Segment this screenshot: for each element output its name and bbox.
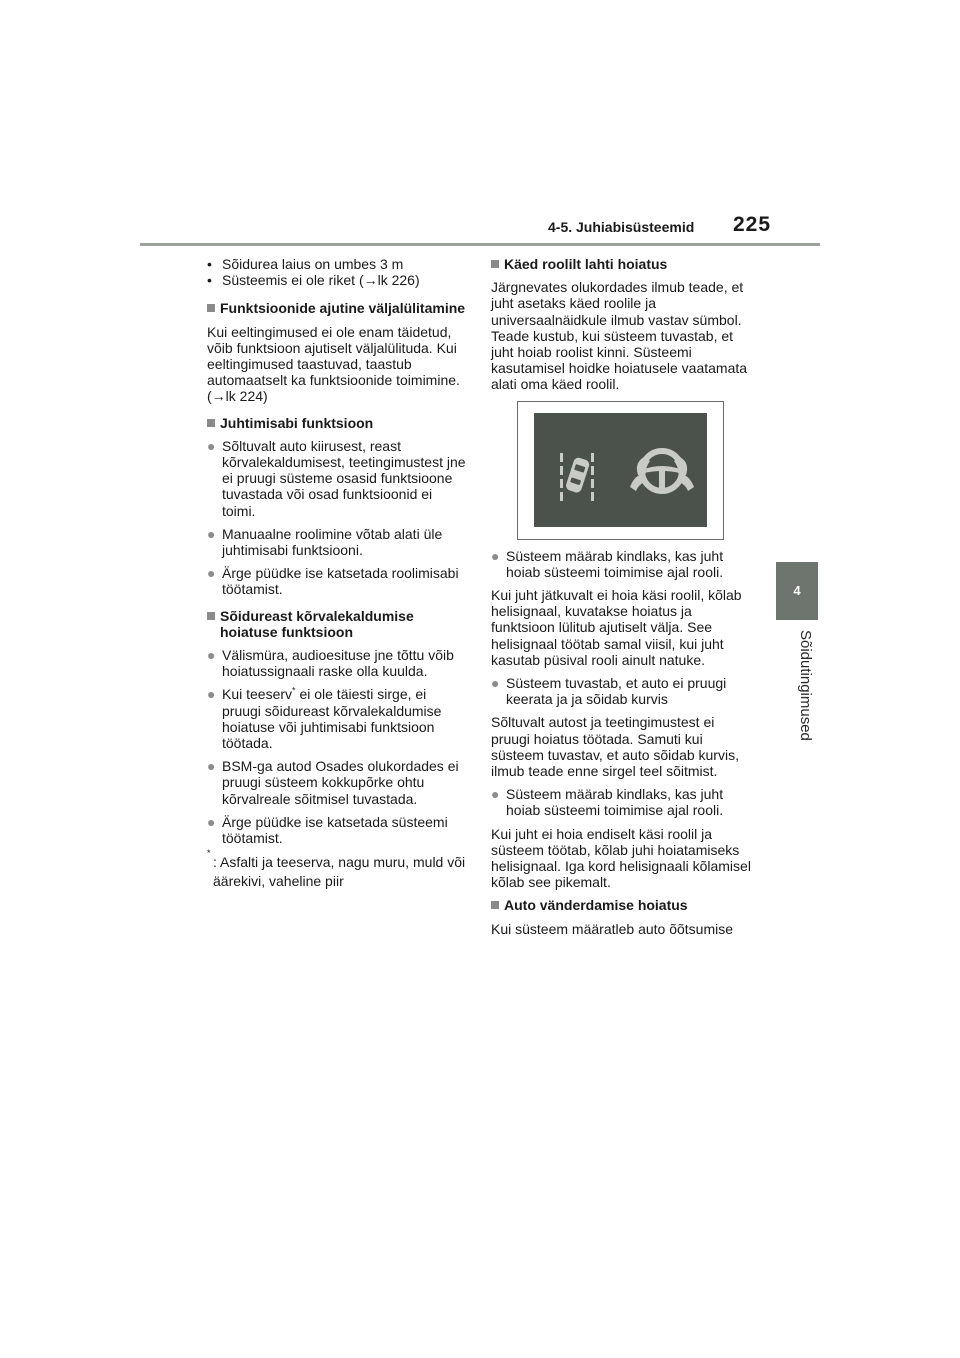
footnote: * : Asfalti ja teeserva, nagu muru, muld või äärekivi, vaheline piir	[207, 848, 466, 890]
square-bullet-icon	[207, 419, 215, 427]
circle-bullet-icon: ●	[491, 547, 500, 564]
circle-bullet-icon: ●	[491, 786, 500, 803]
header-rule	[140, 243, 820, 246]
list-item: ● Süsteem tuvastab, et auto ei pruugi keerata ja ja sõidab kurvis	[491, 675, 727, 708]
list-item: ● Manuaalne roolimine võtab alati üle juhtimisabi funktsiooni.	[207, 525, 443, 559]
left-column	[207, 256, 469, 898]
circle-bullet-icon: ●	[207, 565, 216, 582]
page-number: 225	[733, 213, 772, 236]
circle-bullet-icon: ●	[491, 675, 500, 692]
list-item: ● Süsteem määrab kindlaks, kas juht hoiab süsteemi toimimise ajal rooli.	[491, 547, 724, 580]
section-heading: Juhtimisabi funktsioon	[207, 415, 469, 431]
paragraph: Kui juht jätkuvalt ei hoia käsi roolil, kõlab helisignaal, kuvatakse hoiatus ja funktsioon lülitub ajutiselt välja. See helisignaal töötab samal viisil, kui juht kasutab püsival rooli ainult natuke.	[491, 587, 742, 668]
circle-bullet-icon: ●	[207, 437, 216, 454]
list-item: • Sõidurea laius on umbes 3 m	[207, 256, 404, 272]
lane-departure-icon	[560, 453, 594, 501]
list-item: ● Ärge püüdke ise katsetada roolimisabi töötamist.	[207, 565, 459, 598]
list-item: ● Sõltuvalt auto kiirusest, reast kõrvalekaldumisest, teetingimustest jne ei pruugi süsteme osasid funktsioone tuvastada või osad funktsioonid ei toimi.	[207, 437, 466, 519]
circle-bullet-icon: ●	[207, 647, 216, 664]
paragraph: Järgnevates olukordades ilmub teade, et juht asetaks käed roolile ja universaalnäidkule ilmub vastav sümbol. Teade kustub, kui süsteem tuvastab, et juht hoiab roolist kinni. Süsteemi kasutamisel hoidke hoiatusele vaatamata alati oma käed roolil.	[491, 279, 748, 393]
section-heading: Auto vänderdamise hoiatus	[491, 897, 757, 913]
hands-off-warning-figure	[517, 401, 724, 540]
circle-bullet-icon: ●	[207, 686, 216, 703]
list-item: ● Välismüra, audioesituse jne tõttu võib hoiatussignaali raske olla kuulda.	[207, 647, 454, 680]
paragraph: Kui süsteem määratleb auto õõtsumise	[491, 920, 734, 937]
header-section-title: 4-5. Juhiabisüsteemid	[548, 219, 695, 235]
right-column	[491, 256, 757, 944]
paragraph: Sõltuvalt autost ja teetingimustest ei pruugi hoiatus töötada. Samuti kui süsteem tuvastav, et auto sõidab kurvis, ilmub teade enne sirgel teel sõitmist.	[491, 714, 739, 780]
circle-bullet-icon: ●	[207, 813, 216, 830]
list-item: ● Kui teeserv* ei ole täiesti sirge, ei pruugi sõidureast kõrvalekaldumise hoiatuse või juhtimisabi funktsioon töötada.	[207, 685, 442, 752]
list-item: ● Süsteem määrab kindlaks, kas juht hoiab süsteemi toimimise ajal rooli.	[491, 786, 724, 819]
circle-bullet-icon: ●	[207, 525, 216, 542]
section-heading: Käed roolilt lahti hoiatus	[491, 256, 757, 272]
square-bullet-icon	[207, 612, 215, 620]
list-item: ● BSM-ga autod Osades olukordades ei pruugi süsteem kokkupõrke ohtu kõrvalreale sõitmisel tuvastada.	[207, 758, 459, 807]
steering-wheel-hands-icon	[630, 451, 694, 491]
chapter-number: 4	[793, 583, 801, 598]
paragraph: Kui juht ei hoia endiselt käsi roolil ja süsteem töötab, kõlab juhi hoiatamiseks helisignaal. Iga kord helisignaali kõlamisel kõlab see pikemalt.	[491, 825, 751, 891]
square-bullet-icon	[491, 901, 499, 909]
multi-information-display	[534, 413, 707, 527]
section-heading: Funktsioonide ajutine väljalülitamine	[207, 300, 469, 316]
paragraph: Kui eeltingimused ei ole enam täidetud, võib funktsioon ajutiselt väljalülituda. Kui eeltingimused taastuvad, taastub automaatselt ka funktsioonide toimimine. (→lk 224)	[207, 323, 460, 405]
list-item: • Süsteemis ei ole riket (→lk 226)	[207, 272, 420, 289]
chapter-title: Sõidutingimused	[797, 630, 814, 741]
circle-bullet-icon: ●	[207, 758, 216, 775]
square-bullet-icon	[207, 304, 215, 312]
list-item: ● Ärge püüdke ise katsetada süsteemi töötamist.	[207, 813, 448, 847]
section-heading: Sõidureast kõrvalekaldumise hoiatuse funktsioon	[207, 608, 469, 640]
square-bullet-icon	[491, 260, 499, 268]
